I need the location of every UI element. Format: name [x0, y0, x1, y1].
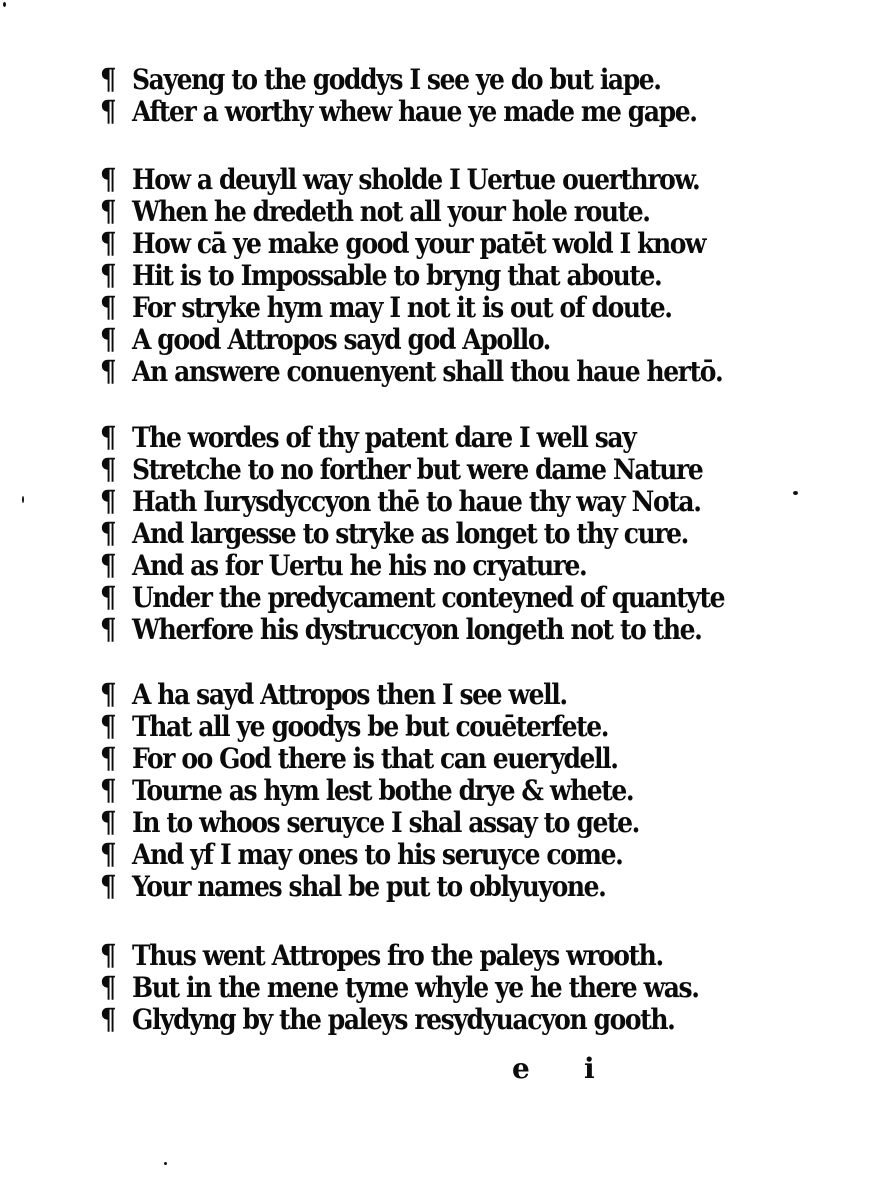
- verse-line: [100, 62, 697, 98]
- stanza-1: [100, 64, 697, 128]
- verse-text: Stretche to no forther but were dame Nature: [132, 453, 703, 486]
- verse-line: [100, 516, 724, 552]
- paraph-mark: ¶: [100, 549, 117, 583]
- verse-text: Sayeng to the goddys I see ye do but iape.: [132, 63, 661, 96]
- verse-text: After a worthy whew haue ye made me gape.: [132, 95, 697, 128]
- verse-line: [100, 484, 724, 520]
- verse-line: [100, 869, 639, 905]
- stanza-3: [100, 422, 724, 646]
- verse-text: But in the mene tyme whyle ye he there was.: [132, 971, 699, 1004]
- verse-text: A ha sayd Attropos then I see well.: [132, 678, 567, 711]
- paraph-mark: ¶: [100, 517, 117, 551]
- verse-text: Tourne as hym lest bothe drye & whete.: [132, 774, 634, 807]
- verse-line: [100, 938, 699, 974]
- stanza-5: [100, 940, 699, 1036]
- paraph-mark: ¶: [100, 870, 117, 904]
- paraph-mark: ¶: [100, 971, 117, 1005]
- verse-line: [100, 162, 722, 198]
- verse-line: [100, 970, 699, 1006]
- verse-text: How a deuyll way sholde I Uertue ouerthrow.: [132, 163, 700, 196]
- paraph-mark: ¶: [100, 163, 117, 197]
- stanza-2: [100, 164, 722, 388]
- verse-line: [100, 805, 639, 841]
- paraph-mark: ¶: [100, 939, 117, 973]
- verse-line: [100, 420, 724, 456]
- paraph-mark: ¶: [100, 227, 117, 261]
- verse-text: And yf I may ones to his seruyce come.: [132, 838, 623, 871]
- verse-line: [100, 452, 724, 488]
- verse-line: [100, 612, 724, 648]
- verse-line: [100, 290, 722, 326]
- ink-speck: [793, 491, 798, 495]
- paraph-mark: ¶: [100, 259, 117, 293]
- verse-line: [100, 677, 639, 713]
- verse-text: How cā ye make good your patēt wold I know: [132, 227, 706, 260]
- verse-text: And largesse to stryke as longet to thy cure.: [132, 517, 688, 550]
- paraph-mark: ¶: [100, 613, 117, 647]
- paraph-mark: ¶: [100, 774, 117, 808]
- verse-text: Hath Iurysdyccyon thē to haue thy way Nota.: [132, 485, 701, 518]
- signature-numeral: i: [584, 1052, 595, 1085]
- verse-line: [100, 709, 639, 745]
- verse-line: [100, 354, 722, 390]
- paraph-mark: ¶: [100, 63, 117, 97]
- verse-text: Glydyng by the paleys resydyuacyon gooth.: [132, 1003, 675, 1036]
- paraph-mark: ¶: [100, 806, 117, 840]
- verse-text: Wherfore his dystruccyon longeth not to the.: [132, 613, 702, 646]
- paraph-mark: ¶: [100, 1003, 117, 1037]
- verse-line: [100, 773, 639, 809]
- verse-line: [100, 837, 639, 873]
- ink-speck: [22, 496, 24, 503]
- verse-line: [100, 258, 722, 294]
- verse-text: For stryke hym may I not it is out of doute.: [132, 291, 672, 324]
- paraph-mark: ¶: [100, 742, 117, 776]
- verse-line: [100, 580, 724, 616]
- stanza-4: [100, 679, 639, 903]
- paraph-mark: ¶: [100, 195, 117, 229]
- verse-line: [100, 1002, 699, 1038]
- verse-text: In to whoos seruyce I shal assay to gete.: [132, 806, 639, 839]
- verse-line: [100, 194, 722, 230]
- paraph-mark: ¶: [100, 95, 117, 129]
- verse-text: And as for Uertu he his no cryature.: [132, 549, 587, 582]
- paraph-mark: ¶: [100, 678, 117, 712]
- verse-text: Under the predycament conteyned of quantyte: [132, 581, 725, 614]
- paraph-mark: ¶: [100, 323, 117, 357]
- verse-text: That all ye goodys be but couēterfete.: [132, 710, 609, 743]
- verse-line: [100, 548, 724, 584]
- verse-text: The wordes of thy patent dare I well say: [132, 421, 636, 454]
- paraph-mark: ¶: [100, 710, 117, 744]
- paraph-mark: ¶: [100, 485, 117, 519]
- ink-speck: [3, 2, 6, 7]
- verse-text: When he dredeth not all your hole route.: [132, 195, 650, 228]
- verse-text: Hit is to Impossable to bryng that aboute.: [132, 259, 662, 292]
- paraph-mark: ¶: [100, 291, 117, 325]
- paraph-mark: ¶: [100, 838, 117, 872]
- verse-text: Thus went Attropes fro the paleys wrooth.: [132, 939, 663, 972]
- paraph-mark: ¶: [100, 581, 117, 615]
- verse-text: A good Attropos sayd god Apollo.: [132, 323, 550, 356]
- verse-line: [100, 741, 639, 777]
- verse-line: [100, 226, 722, 262]
- ink-speck: [164, 1162, 167, 1165]
- verse-text: For oo God there is that can euerydell.: [132, 742, 618, 775]
- paraph-mark: ¶: [100, 453, 117, 487]
- paraph-mark: ¶: [100, 355, 117, 389]
- verse-text: Your names shal be put to oblyuyone.: [132, 870, 606, 903]
- paraph-mark: ¶: [100, 421, 117, 455]
- verse-line: [100, 94, 697, 130]
- signature-letter: e: [512, 1052, 530, 1085]
- verse-text: An answere conuenyent shall thou haue hertō.: [132, 355, 723, 388]
- verse-line: [100, 322, 722, 358]
